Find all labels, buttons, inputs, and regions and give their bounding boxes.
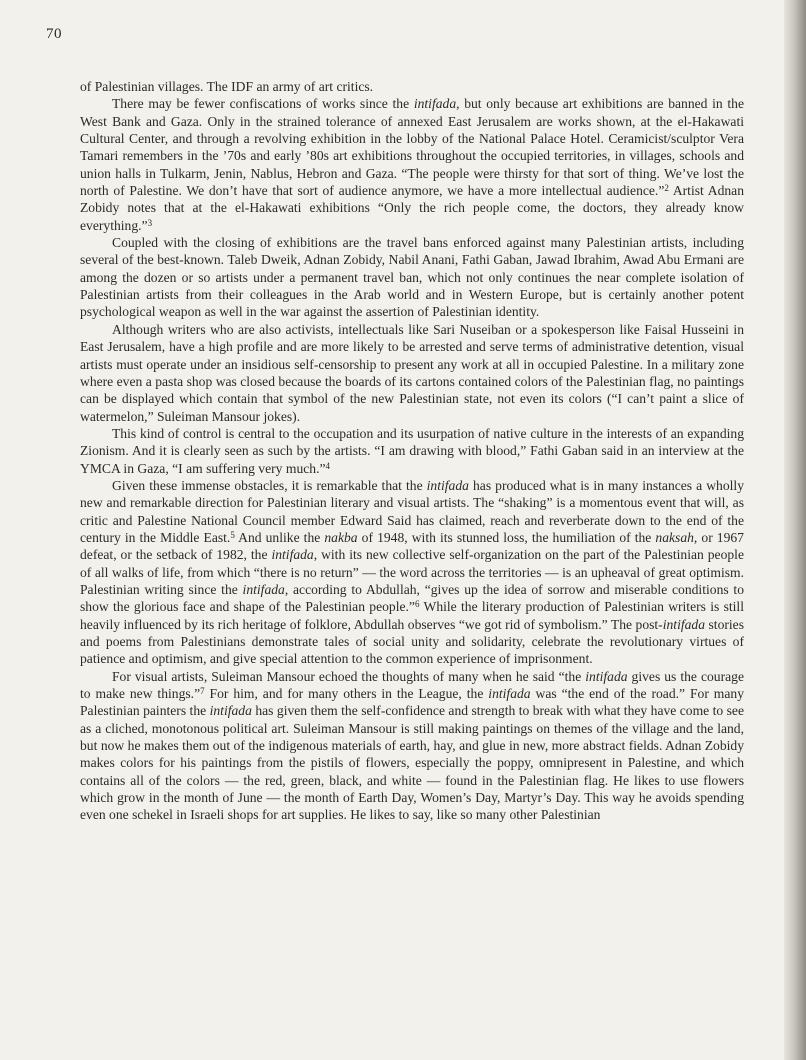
text-run: has given them the self-confidence and strength to break with what they have come to see as a cliched, monotonous political art. Suleiman Mansour is still making paintings on themes of the village and the land, but now he makes them out of the indigenous materials of earth, hay, and glue in new, more abstract fields. Adnan Zobidy makes colors for his paintings from the pistils of flowers, especially the poppy, omnipresent in Palestine, and which contains all of the colors — the red, green, black, and white — found in the Palestinian flag. He likes to use flowers which grow in the month of June — the month of Earth Day, Women’s Day, Martyr’s Day. This way he avoids spending even one schekel in Israeli shops for art supplies. He likes to say, like so many other Palestinian: [80, 703, 744, 823]
italic-term: intifada: [271, 547, 314, 563]
text-run: of 1948, with its stunned loss, the humiliation of the: [357, 529, 656, 545]
text-run: There may be fewer confiscations of works since the: [112, 96, 414, 112]
italic-term: intifada: [488, 686, 531, 702]
italic-term: intifada: [413, 96, 457, 112]
page-edge-shadow: [784, 0, 806, 1060]
page-number: 70: [46, 26, 62, 42]
text-run: stories and poems from Palestinians demonstrate tales of social unity and solidarity, celebrate the revolutionary virtues of patience and optimism, and give special attention to the common experience of imprisonment.: [80, 616, 745, 667]
text-run: While the literary production of Palestinian writers is still heavily influenced by its rich heritage of folklore, Abdullah observes “we got rid of symbolism.” The post-: [80, 599, 744, 632]
italic-term: intifada: [426, 477, 469, 493]
text-run: Coupled with the closing of exhibitions are the travel bans enforced against many Palestinian artists, including several of the best-known. Taleb Dweik, Adnan Zobidy, Nabil Anani, Fathi Gaban, Jawad Ibrahim, Awad Abu Ermani are among the dozen or so artists under a permanent travel ban, which not only continues the near complete isolation of Palestinian artists from their colleagues in the Arab world and in Western Europe, but is certainly another potent psychological weapon as well in the war against the assertion of Palestinian identity.: [80, 235, 744, 320]
italic-term: intifada: [209, 703, 252, 719]
paragraph: [80, 234, 744, 321]
italic-term: intifada: [242, 581, 285, 597]
text-run: , but only because art exhibitions are banned in the West Bank and Gaza. Only in the strained tolerance of annexed East Jerusalem are works shown, at the el-Hakawati Cultural Center, and through a revolving exhibition in the lobby of the National Palace Hotel. Ceramicist/sculptor Vera Tamari remembers in the ’70s and early ’80s art exhibitions throughout the occupied territories, in villages, schools and union halls in Tulkarm, Jenin, Nablus, Hebron and Gaza. “The people were thirsty for that sort of thing. We’ve lost the north of Palestine. We don’t have that sort of audience anymore, we have a more intellectual audience.”: [80, 96, 744, 199]
text-run: has produced what is in many instances a wholly new and remarkable direction for Palestinian literary and visual artists. The “shaking” is a momentous event that will, as critic and Palestine National Council member Edward Said has claimed, reach and reverberate down to the end of the century in the Middle East.: [80, 477, 744, 545]
footnote-marker: 2: [664, 183, 669, 194]
text-run: For him, and for many others in the League, the: [204, 686, 489, 702]
paragraph: [80, 95, 744, 234]
paragraph: [80, 477, 744, 668]
paragraph: [80, 321, 744, 425]
body-text: [80, 78, 744, 824]
text-run: This kind of control is central to the occupation and its usurpation of native culture in the interests of an expanding Zionism. And it is clearly seen as such by the artists. “I am drawing with blood,” Fathi Gaban said in an interview at the YMCA in Gaza, “I am suffering very much.”: [80, 425, 744, 476]
text-run: Artist Adnan Zobidy notes that at the el-Hakawati exhibitions “Only the rich people come, the doctors, they already know everything.”: [80, 183, 744, 233]
paragraph: [80, 668, 744, 824]
italic-term: intifada: [662, 616, 706, 632]
footnote-marker: 4: [325, 460, 330, 471]
text-run: Although writers who are also activists, intellectuals like Sari Nuseiban or a spokesperson like Faisal Husseini in East Jerusalem, have a high profile and are more likely to be arrested and serve terms of administrative detention, visual artists must operate under an insidious self-censorship to present any work at all in occupied Palestine. In a military zone where even a pasta shop was closed because the boards of its cartons contained colors of the Palestinian flag, no paintings can be displayed which contain that symbol of the new Palestinian state, not even its colors (“I can’t paint a slice of watermelon,” Suleiman Mansour jokes).: [80, 321, 744, 424]
text-run: , according to Abdullah, “gives up the idea of sorrow and miserable conditions to show the glorious face and shape of the Palestinian people.”: [80, 581, 744, 615]
text-run: , or 1967 defeat, or the setback of 1982, the: [80, 529, 744, 563]
text-run: And unlike the: [234, 529, 325, 545]
text-run: Given these immense obstacles, it is remarkable that the: [112, 477, 427, 493]
paragraph: [80, 78, 744, 95]
footnote-marker: 6: [414, 599, 420, 610]
italic-term: naksah: [655, 529, 694, 545]
footnote-marker: 5: [230, 529, 235, 540]
text-run: , with its new collective self-organization on the part of the Palestinian people of all walks of life, from which “there is no return” — the word across the territories — is an upheaval of great optimism. Palestinian writing since the: [80, 547, 744, 597]
footnote-marker: 7: [200, 686, 205, 697]
paragraph: [80, 425, 744, 477]
text-run: of Palestinian villages. The IDF an army of art critics.: [80, 79, 374, 94]
footnote-marker: 3: [147, 217, 153, 228]
text-run: gives us the courage to make new things.”: [80, 668, 744, 702]
italic-term: nakba: [324, 529, 358, 545]
italic-term: intifada: [585, 668, 628, 684]
text-run: For visual artists, Suleiman Mansour echoed the thoughts of many when he said “the: [112, 668, 586, 684]
text-run: was “the end of the road.” For many Palestinian painters the: [80, 686, 744, 719]
